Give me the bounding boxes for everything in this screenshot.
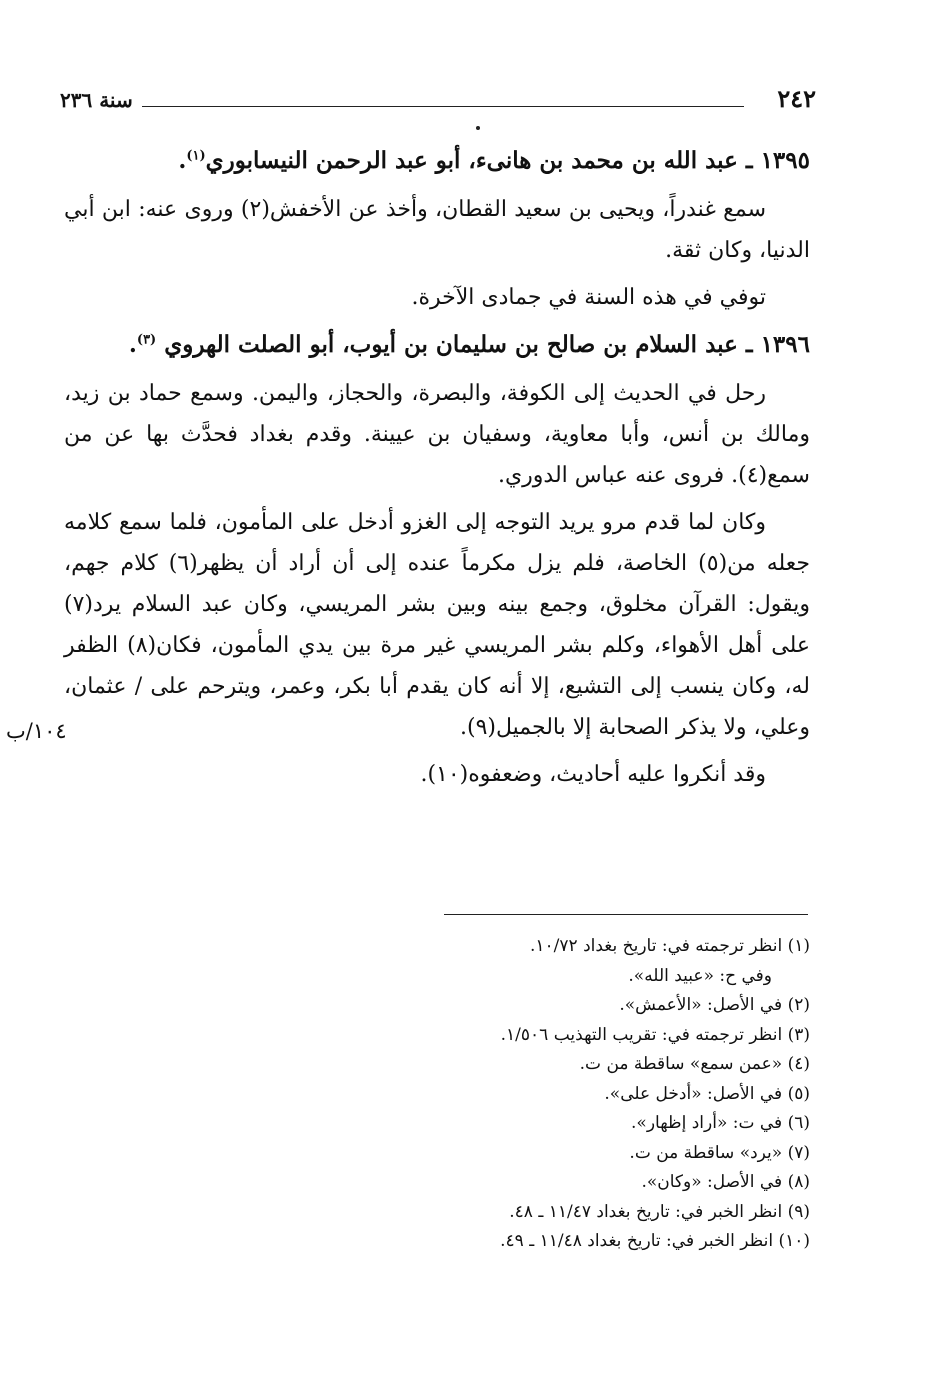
footnote: (٥) في الأصل: «أدخل على». [604, 1083, 810, 1104]
footnote: (٩) انظر الخبر في: تاريخ بغداد ١١/٤٧ ـ ٤٨. [509, 1201, 810, 1222]
running-head: سنة ٢٣٦ [60, 88, 133, 112]
paragraph: وكان لما قدم مرو يريد التوجه إلى الغزو أدخل على المأمون، فلما سمع كلامه جعله من(٥) الخاصة، فلم يزل مكرماً عنده إلى أن أراد أن يظهر(٦) كلام جهم، ويقول: القرآن مخلوق، وجمع بينه وبين بشر المريسي، وكان عبد السلام يرد(٧) على أهل الأهواء، وكلم بشر المريسي غير مرة بين يدي المأمون، فكان(٨) الظفر له، وكان ينسب إلى التشيع، إلا أنه كان يقدم أبا بكر، وعمر، ويترحم على / عثمان، وعلي، ولا يذكر الصحابة إلا بالجميل(٩). [64, 510, 811, 740]
manuscript-folio-note: ١٠٤/ب [6, 719, 67, 743]
footnote: (٣) انظر ترجمته في: تقريب التهذيب ١/٥٠٦. [500, 1024, 810, 1045]
footnote-ref: (٣) [136, 332, 157, 348]
footnote-ref: (١) [186, 148, 206, 164]
entry-title-1395: ١٣٩٥ ـ عبد الله بن محمد بن هانىء، أبو عبد الرحمن النيسابوري$^{(١)}$. [178, 147, 810, 174]
footnote: (٦) في ت: «أراد إظهار». [631, 1113, 810, 1133]
footnote: (٧) «يرد» ساقطة من ت. [629, 1142, 810, 1163]
header-rule [142, 106, 744, 107]
footnote: (١) انظر ترجمته في: تاريخ بغداد ١٠/٧٢. [530, 936, 810, 956]
paragraph: وقد أنكروا عليه أحاديث، وضعفوه(١٠). [420, 762, 766, 787]
entry-title-1396: ١٣٩٦ ـ عبد السلام بن صالح بن سليمان بن أيوب، أبو الصلت الهروي $^{(٣)}$. [128, 331, 810, 358]
page-header [60, 84, 816, 118]
footnote: (٤) «عمن سمع» ساقطة من ت. [579, 1054, 810, 1074]
footnote: وفي ح: «عبيد الله». [628, 965, 772, 986]
footnotes [400, 932, 810, 1257]
footnote-rule [444, 914, 808, 915]
page-number: ٢٤٢ [777, 84, 816, 113]
footnote: (١٠) انظر الخبر في: تاريخ بغداد ١١/٤٨ ـ ٤٩. [500, 1231, 810, 1251]
paragraph: سمع غندراً، ويحيى بن سعيد القطان، وأخذ عن الأخفش(٢) وروى عنه: ابن أبي الدنيا، وكان ثقة. [64, 197, 810, 263]
footnote: (٢) في الأصل: «الأعمش». [619, 995, 810, 1015]
paragraph: توفي في هذه السنة في جمادى الآخرة. [411, 285, 766, 310]
footnote: (٨) في الأصل: «وكان». [641, 1172, 810, 1192]
paragraph: رحل في الحديث إلى الكوفة، والبصرة، والحجاز، واليمن. وسمع حماد بن زيد، ومالك بن أنس، وأبا معاوية، وسفيان بن عيينة. وقدم بغداد فحدَّث بها عن من سمع(٤). فروى عنه عباس الدوري. [64, 381, 810, 488]
ink-dot [476, 126, 480, 130]
main-text [64, 140, 810, 801]
